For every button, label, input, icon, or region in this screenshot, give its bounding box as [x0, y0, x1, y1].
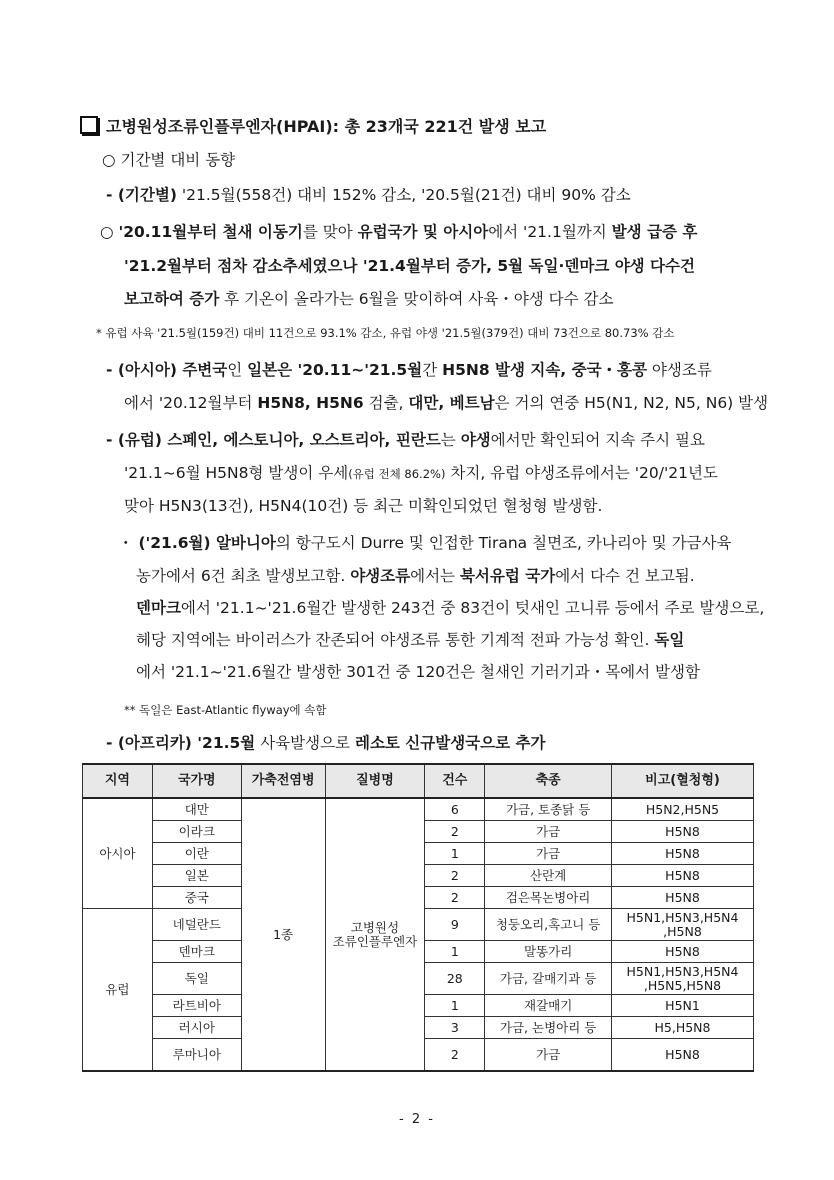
- europe-text-b: 는: [440, 431, 461, 449]
- count-cell: 9: [425, 909, 485, 941]
- trend-bold-a: '20.11월부터 철새 이동기: [118, 223, 303, 241]
- asia-text-2c: 검출,: [363, 394, 409, 412]
- header-species: 축종: [485, 764, 612, 798]
- asia-text-b: 인: [227, 361, 248, 379]
- period-text: '21.5월(558건) 대비 152% 감소, '20.5월(21건) 대비 90% 감소: [181, 186, 631, 204]
- class-cell: 1종: [241, 798, 325, 1071]
- note-cell: H5N8: [612, 887, 754, 909]
- june-line-4: [136, 630, 684, 650]
- species-cell: 산란계: [485, 865, 612, 887]
- count-cell: 1: [425, 843, 485, 865]
- count-cell: 2: [425, 865, 485, 887]
- june-bold-4b: 독일: [654, 631, 685, 649]
- trend-line-1: [100, 222, 697, 242]
- june-line-1: [118, 533, 731, 553]
- europe-line-1: [106, 430, 705, 450]
- africa-bold-a: '21.5월: [197, 734, 256, 752]
- trend-text-d: 에서 '21.1월까지: [488, 223, 612, 241]
- june-text-1c: 의 항구도시 Durre 및 인접한 Tirana 칠면조, 카나리아 및 가금사육: [275, 534, 732, 552]
- region-cell-europe: 유럽: [83, 909, 153, 1072]
- header-region: 지역: [83, 764, 153, 798]
- region-cell-asia: 아시아: [83, 798, 153, 909]
- species-cell: 재갈매기: [485, 995, 612, 1017]
- note-cell: H5N8: [612, 941, 754, 963]
- circle-bullet-icon: ○: [102, 151, 116, 169]
- count-cell: 1: [425, 995, 485, 1017]
- count-cell: 1: [425, 941, 485, 963]
- asia-line-2: [124, 393, 768, 413]
- note-cell: H5N1,H5N3,H5N4 ,H5N5,H5N8: [612, 963, 754, 995]
- june-text-4a: 헤당 지역에는 바이러스가 잔존되어 야생조류 통한 기계적 전파 가능성 확인.: [136, 631, 655, 649]
- europe-small-2b: (유럽 전체 86.2%): [348, 467, 446, 481]
- header-note: 비고(혈청형): [612, 764, 754, 798]
- africa-bold-c: 레소토 신규발생국으로 추가: [354, 734, 546, 752]
- section-heading: [80, 116, 546, 137]
- asia-text-f: 야생조류: [647, 361, 712, 379]
- africa-line: [106, 733, 545, 753]
- table-row: [83, 798, 754, 821]
- europe-text-2c: 차지, 유럽 야생조류에서는 '20/'21년도: [445, 464, 718, 482]
- asia-bold-a: 주변국: [182, 361, 228, 379]
- country-cell: 대만: [152, 798, 241, 821]
- europe-label: - (유럽): [106, 431, 168, 449]
- trend-line-3: [124, 289, 613, 309]
- outbreak-table: [82, 763, 754, 1072]
- asia-bold-2d: 대만, 베트남: [408, 394, 495, 412]
- june-bold-1b: ('21.6월) 알바니아: [138, 534, 276, 552]
- africa-label: - (아프리카): [106, 734, 198, 752]
- note-cell: H5N8: [612, 1039, 754, 1072]
- species-cell: 가금: [485, 843, 612, 865]
- count-cell: 6: [425, 798, 485, 821]
- europe-line-2: [124, 463, 718, 484]
- note-cell: H5N2,H5N5: [612, 798, 754, 821]
- note-cell: H5N1,H5N3,H5N4 ,H5N8: [612, 909, 754, 941]
- trend-text-b: 를 맞아: [302, 223, 358, 241]
- disease-line-1: 고병원성: [350, 919, 400, 935]
- header-country: 국가명: [152, 764, 241, 798]
- count-cell: 2: [425, 1039, 485, 1072]
- asia-text-2a: 에서 '20.12월부터: [124, 394, 258, 412]
- species-cell: 가금: [485, 1039, 612, 1072]
- june-text-2c: 에서는: [410, 567, 460, 585]
- asia-line-1: [106, 360, 712, 380]
- footnote-europe: * 유럽 사육 '21.5월(159건) 대비 11건으로 93.1% 감소, 유럽 야생 '21.5월(379건) 대비 73건으로 80.73% 감소: [96, 326, 675, 340]
- checkbox-square-icon: [80, 116, 98, 134]
- header-disease: 질병명: [325, 764, 425, 798]
- country-cell: 라트비아: [152, 995, 241, 1017]
- country-cell: 독일: [152, 963, 241, 995]
- note-cell: H5N1: [612, 995, 754, 1017]
- period-label: - (기간별): [106, 186, 177, 204]
- country-cell: 루마니아: [152, 1039, 241, 1072]
- june-text-2e: 에서 다수 건 보고됨.: [555, 567, 695, 585]
- count-cell: 28: [425, 963, 485, 995]
- species-cell: 가금, 갈매기과 등: [485, 963, 612, 995]
- count-cell: 3: [425, 1017, 485, 1039]
- species-cell: 가금, 논병아리 등: [485, 1017, 612, 1039]
- country-cell: 이라크: [152, 821, 241, 843]
- period-title-line: [102, 150, 235, 170]
- europe-text-d: 에서만 확인되어 지속 주시 필요: [490, 431, 705, 449]
- june-line-5: 에서 '21.1~'21.6월간 발생한 301건 중 120건은 철새인 기러기과・목에서 발생함: [136, 663, 700, 681]
- asia-text-2e: 은 거의 연중 H5(N1, N2, N5, N6) 발생: [494, 394, 769, 412]
- trend-bold-c: 유럽국가 및 아시아: [357, 223, 489, 241]
- june-line-2: [136, 566, 695, 586]
- species-cell: 검은목논병아리: [485, 887, 612, 909]
- note-cell: H5N8: [612, 843, 754, 865]
- header-count: 건수: [425, 764, 485, 798]
- note-cell: H5N8: [612, 865, 754, 887]
- europe-line-3: 맞아 H5N3(13건), H5N4(10건) 등 최근 미확인되었던 혈청형 발생함.: [124, 497, 603, 515]
- period-title: 기간별 대비 동향: [120, 151, 236, 169]
- footnote-germany: ** 독일은 East-Atlantic flyway에 속함: [124, 703, 327, 717]
- country-cell: 이란: [152, 843, 241, 865]
- count-cell: 2: [425, 821, 485, 843]
- europe-bold-c: 야생: [460, 431, 491, 449]
- asia-label: - (아시아): [106, 361, 183, 379]
- period-line: [106, 185, 631, 205]
- circle-bullet-icon: ○: [100, 223, 114, 241]
- trend-line-2: '21.2월부터 점차 감소추세였으나 '21.4월부터 증가, 5월 독일·덴마크 야생 다수건: [124, 257, 695, 275]
- asia-bold-2b: H5N8, H5N6: [257, 394, 364, 412]
- june-text-2a: 농가에서 6건 최초 발생보고함.: [136, 567, 351, 585]
- heading-text: 고병원성조류인플루엔자(HPAI): 총 23개국 221건 발생 보고: [106, 117, 547, 136]
- header-class: 가축전염병: [241, 764, 325, 798]
- dot-bullet-icon: ・: [118, 534, 139, 552]
- europe-bold-a: 스페인, 에스토니아, 오스트리아, 핀란드: [167, 431, 441, 449]
- country-cell: 러시아: [152, 1017, 241, 1039]
- june-bold-3a: 덴마크: [136, 599, 181, 617]
- country-cell: 덴마크: [152, 941, 241, 963]
- asia-bold-c: 일본은 '20.11~'21.5월: [247, 361, 423, 379]
- asia-bold-e: H5N8 발생 지속, 중국・홍콩: [442, 361, 647, 379]
- june-line-3: [136, 598, 764, 618]
- trend-bold-e: 발생 급증 후: [611, 223, 698, 241]
- disease-cell: [325, 798, 425, 1071]
- note-cell: H5N8: [612, 821, 754, 843]
- count-cell: 2: [425, 887, 485, 909]
- country-cell: 일본: [152, 865, 241, 887]
- country-cell: 중국: [152, 887, 241, 909]
- species-cell: 가금, 토종닭 등: [485, 798, 612, 821]
- page-number: - 2 -: [399, 1112, 435, 1127]
- asia-text-d: 간: [422, 361, 443, 379]
- species-cell: 가금: [485, 821, 612, 843]
- europe-text-2a: '21.1~6월 H5N8형 발생이 우세: [124, 464, 349, 482]
- species-cell: 청둥오리,혹고니 등: [485, 909, 612, 941]
- june-bold-2d: 북서유럽 국가: [459, 567, 556, 585]
- trend-bold-l3: 보고하여 증가: [124, 290, 220, 308]
- june-bold-2b: 야생조류: [350, 567, 411, 585]
- species-cell: 말똥가리: [485, 941, 612, 963]
- note-cell: H5,H5N8: [612, 1017, 754, 1039]
- africa-text-b: 사육발생으로: [255, 734, 355, 752]
- table-header-row: [83, 764, 754, 798]
- trend-text-l3: 후 기온이 올라가는 6월을 맞이하여 사육・야생 다수 감소: [219, 290, 614, 308]
- disease-line-2: 조류인플루엔자: [332, 933, 418, 949]
- june-text-3b: 에서 '21.1~'21.6월간 발생한 243건 중 83건이 텃새인 고니류 등에서 주로 발생으로,: [180, 599, 765, 617]
- country-cell: 네덜란드: [152, 909, 241, 941]
